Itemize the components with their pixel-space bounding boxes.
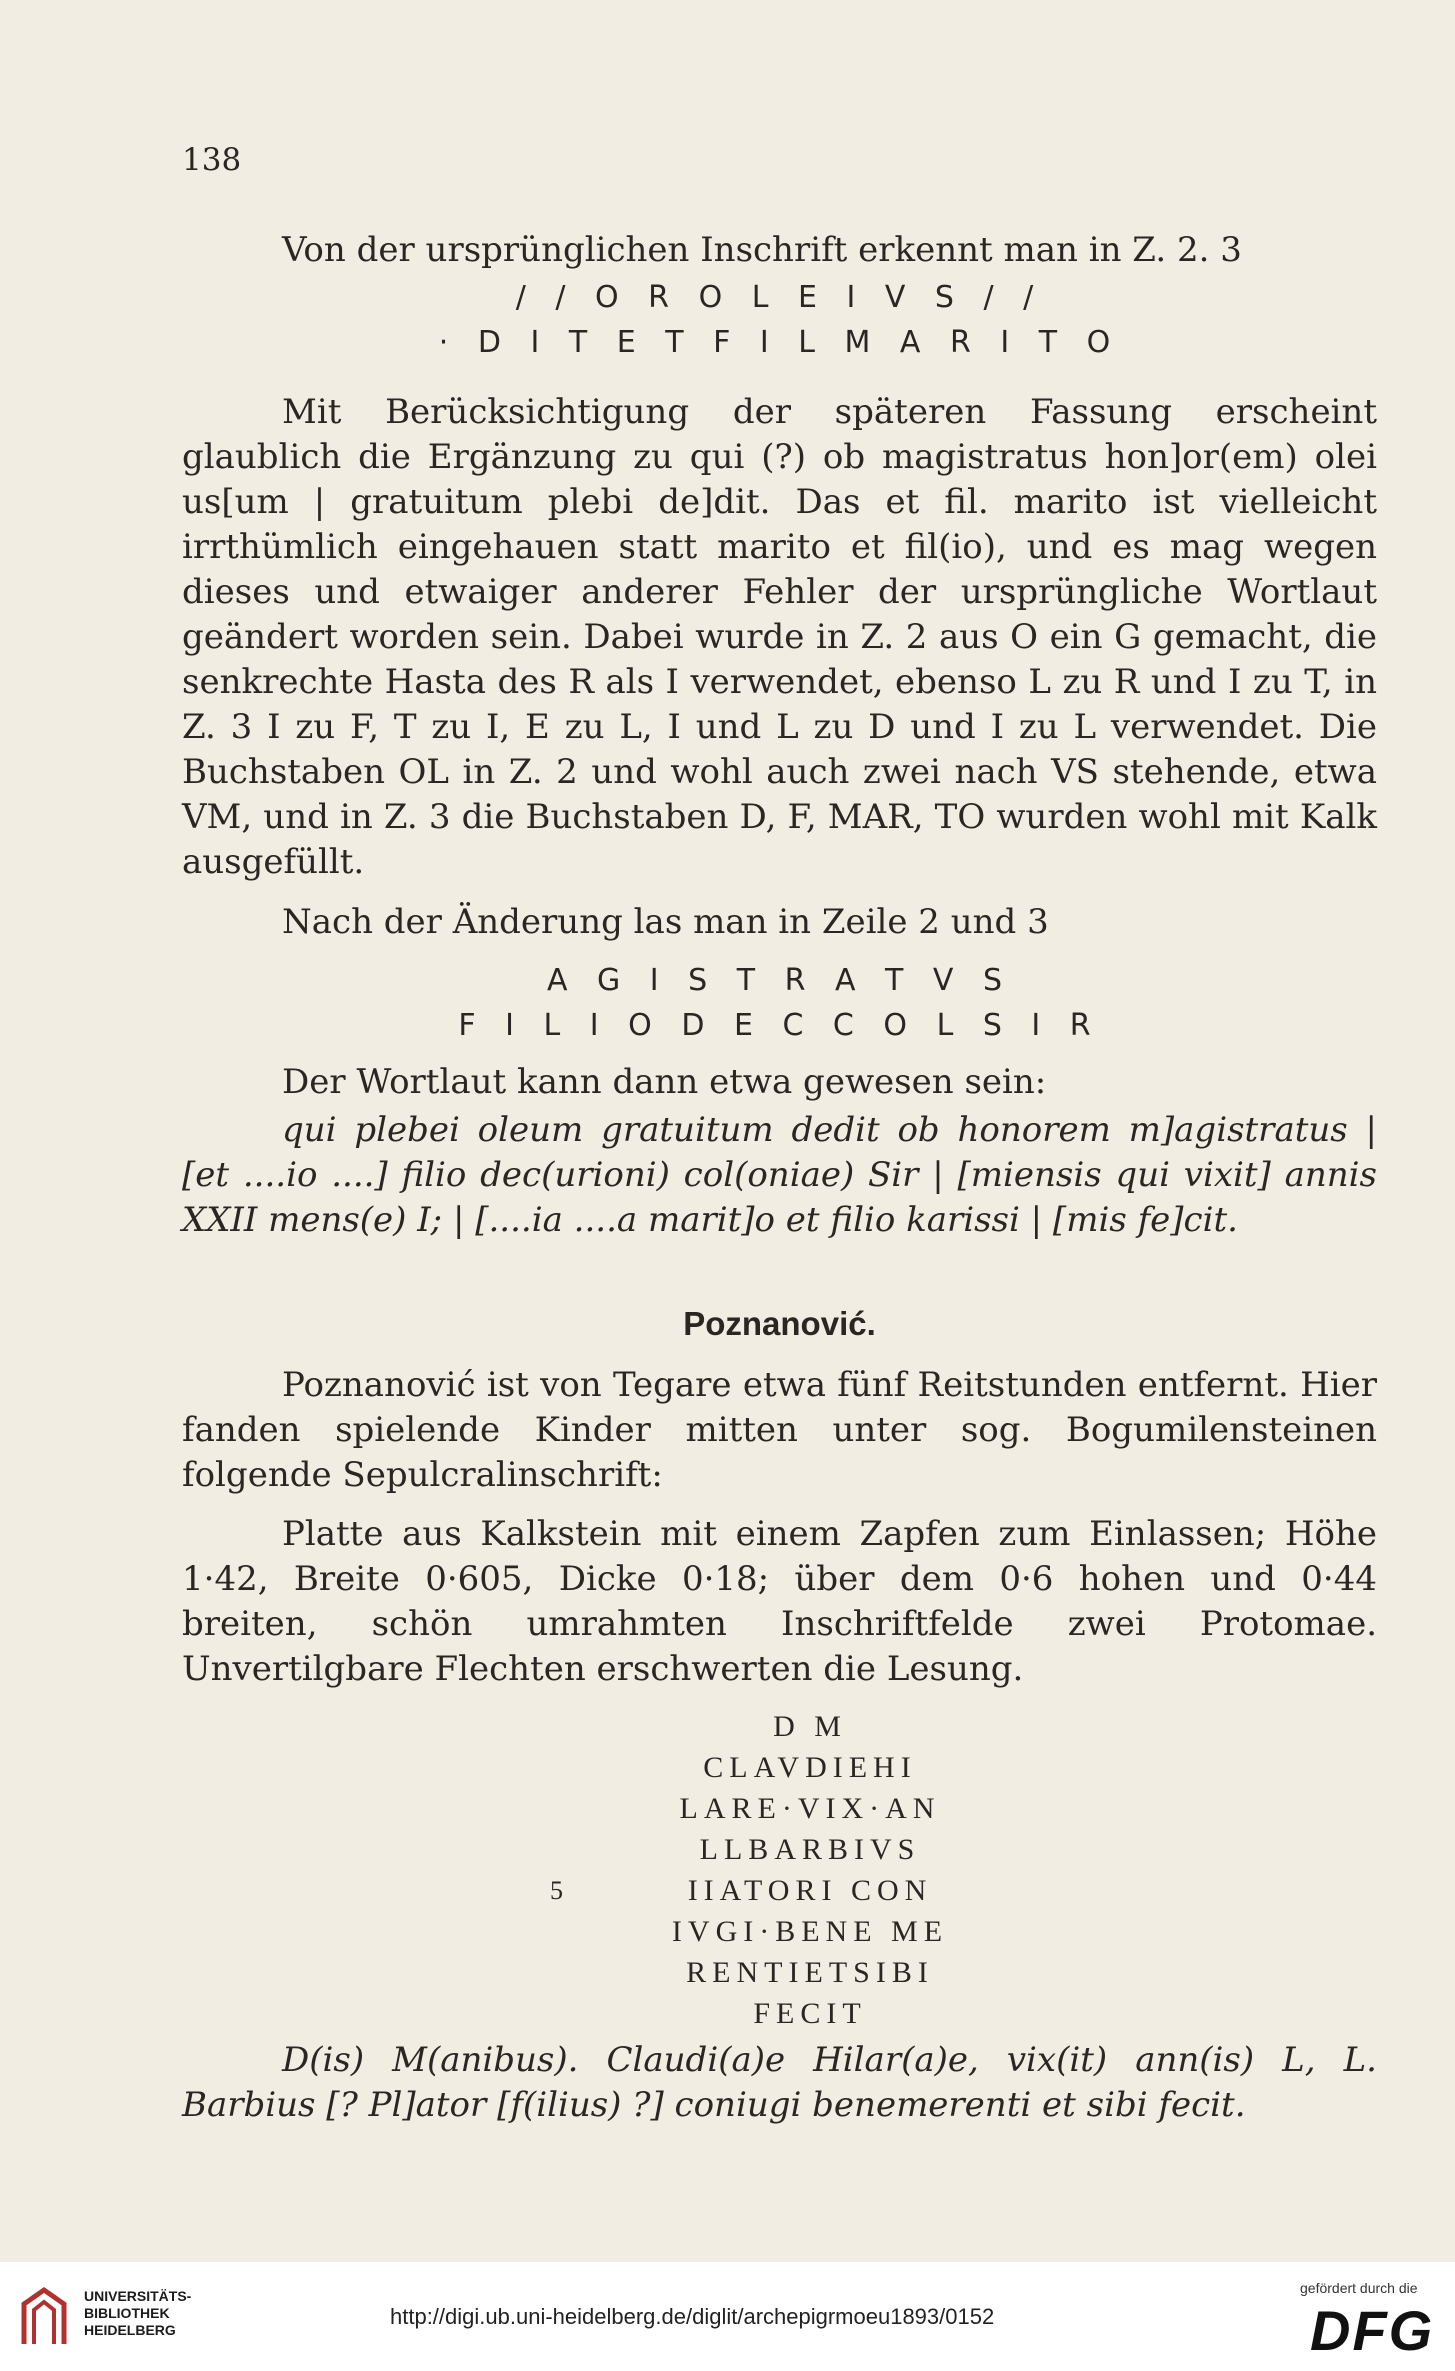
inscription-line: 5 IIATORI CON xyxy=(560,1870,1060,1911)
footer-bar xyxy=(0,2262,1455,2371)
section-heading: Poznanović. xyxy=(683,1305,876,1342)
paragraph-change: Nach der Änderung las man in Zeile 2 und 3 xyxy=(282,902,1049,942)
library-logo-icon xyxy=(14,2284,74,2350)
dfg-logo: DFG xyxy=(1310,2299,1435,2362)
inscription-line: · D I T E T F I L M A R I T O xyxy=(438,325,1121,360)
line-number: 5 xyxy=(550,1876,563,1905)
inscription-sepulcral xyxy=(550,1706,1060,2034)
inscription-line: IVGI·BENE ME xyxy=(671,1915,949,1948)
page-number: 138 xyxy=(182,142,242,178)
paragraph-commentary: Mit Berücksichtigung der späteren Fassung erscheint glaublich die Ergänzung zu qui (?) ob magistratus hon]or(em) olei us[um | gratuitum plebi de]dit. Das et fil. marito ist vielleicht irrthümlich eingehauen statt marito et fil(io), und es mag wegen dieses und etwaiger anderer Fehler der ursprüngliche Wortlaut geändert worden sein. Dabei wurde in Z. 2 aus O ein G gemacht, die senkrechte Hasta des R als I verwendet, ebenso L zu R und I zu T, in Z. 3 I zu F, T zu I, E zu L, I und L zu D und I zu L verwendet. Die Buchstaben OL in Z. 2 und wohl auch zwei nach VS stehende, etwa VM, und in Z. 3 die Buchstaben D, F, MAR, TO wurden wohl mit Kalk ausgefüllt. xyxy=(182,392,1377,882)
library-name: UNIVERSITÄTS- BIBLIOTHEK HEIDELBERG xyxy=(84,2288,192,2338)
inscription-original xyxy=(182,275,1377,365)
paragraph-intro: Von der ursprünglichen Inschrift erkennt man in Z. 2. 3 xyxy=(282,230,1242,270)
source-url-link[interactable]: http://digi.ub.uni-heidelberg.de/diglit/archepigrmoeu1893/0152 xyxy=(390,2304,995,2329)
paragraph-wording: Der Wortlaut kann dann etwa gewesen sein: xyxy=(282,1062,1047,1102)
paragraph-find: Poznanović ist von Tegare etwa fünf Reitstunden entfernt. Hier fanden spielende Kinder mitten unter sog. Bogumilensteinen folgende Sepulcralinschrift: xyxy=(182,1365,1377,1495)
inscription-line: LLBARBIVS xyxy=(699,1833,921,1866)
inscription-changed xyxy=(182,958,1377,1048)
inscription-line: CLAVDIEHI xyxy=(703,1751,917,1784)
inscription-line: A G I S T R A T V S xyxy=(546,963,1013,998)
inscription-line: LARE·VIX·AN xyxy=(679,1792,941,1825)
inscription-line: FECIT xyxy=(753,1997,867,2030)
reconstruction-text: qui plebei oleum gratuitum dedit ob honorem m]agistratus | [et ....io ....] filio dec(urioni) col(oniae) Sir | [miensis qui vixit] annis XXII mens(e) I; | [....ia ....a marit]o et filio karissi | [mis fe]cit. xyxy=(182,1110,1377,1240)
paragraph-description: Platte aus Kalkstein mit einem Zapfen zum Einlassen; Höhe 1·42, Breite 0·605, Dicke 0·18; über dem 0·6 hohen und 0·44 breiten, schön umrahmten Inschriftfelde zwei Protomae. Unvertilgbare Flechten erschwerten die Lesung. xyxy=(182,1514,1377,1689)
inscription-line: / / O R O L E I V S / / xyxy=(515,280,1044,315)
inscription-line: RENTIETSIBI xyxy=(686,1956,934,1989)
inscription-line: F I L I O D E C C O L S I R xyxy=(458,1008,1101,1043)
transcription-text: D(is) M(anibus). Claudi(a)e Hilar(a)e, vix(it) ann(is) L, L. Barbius [? Pl]ator [f(ilius) ?] coniugi benemerenti et sibi fecit. xyxy=(182,2040,1377,2125)
funded-by-label: gefördert durch die xyxy=(1300,2280,1418,2296)
inscription-line: D M xyxy=(773,1710,847,1743)
